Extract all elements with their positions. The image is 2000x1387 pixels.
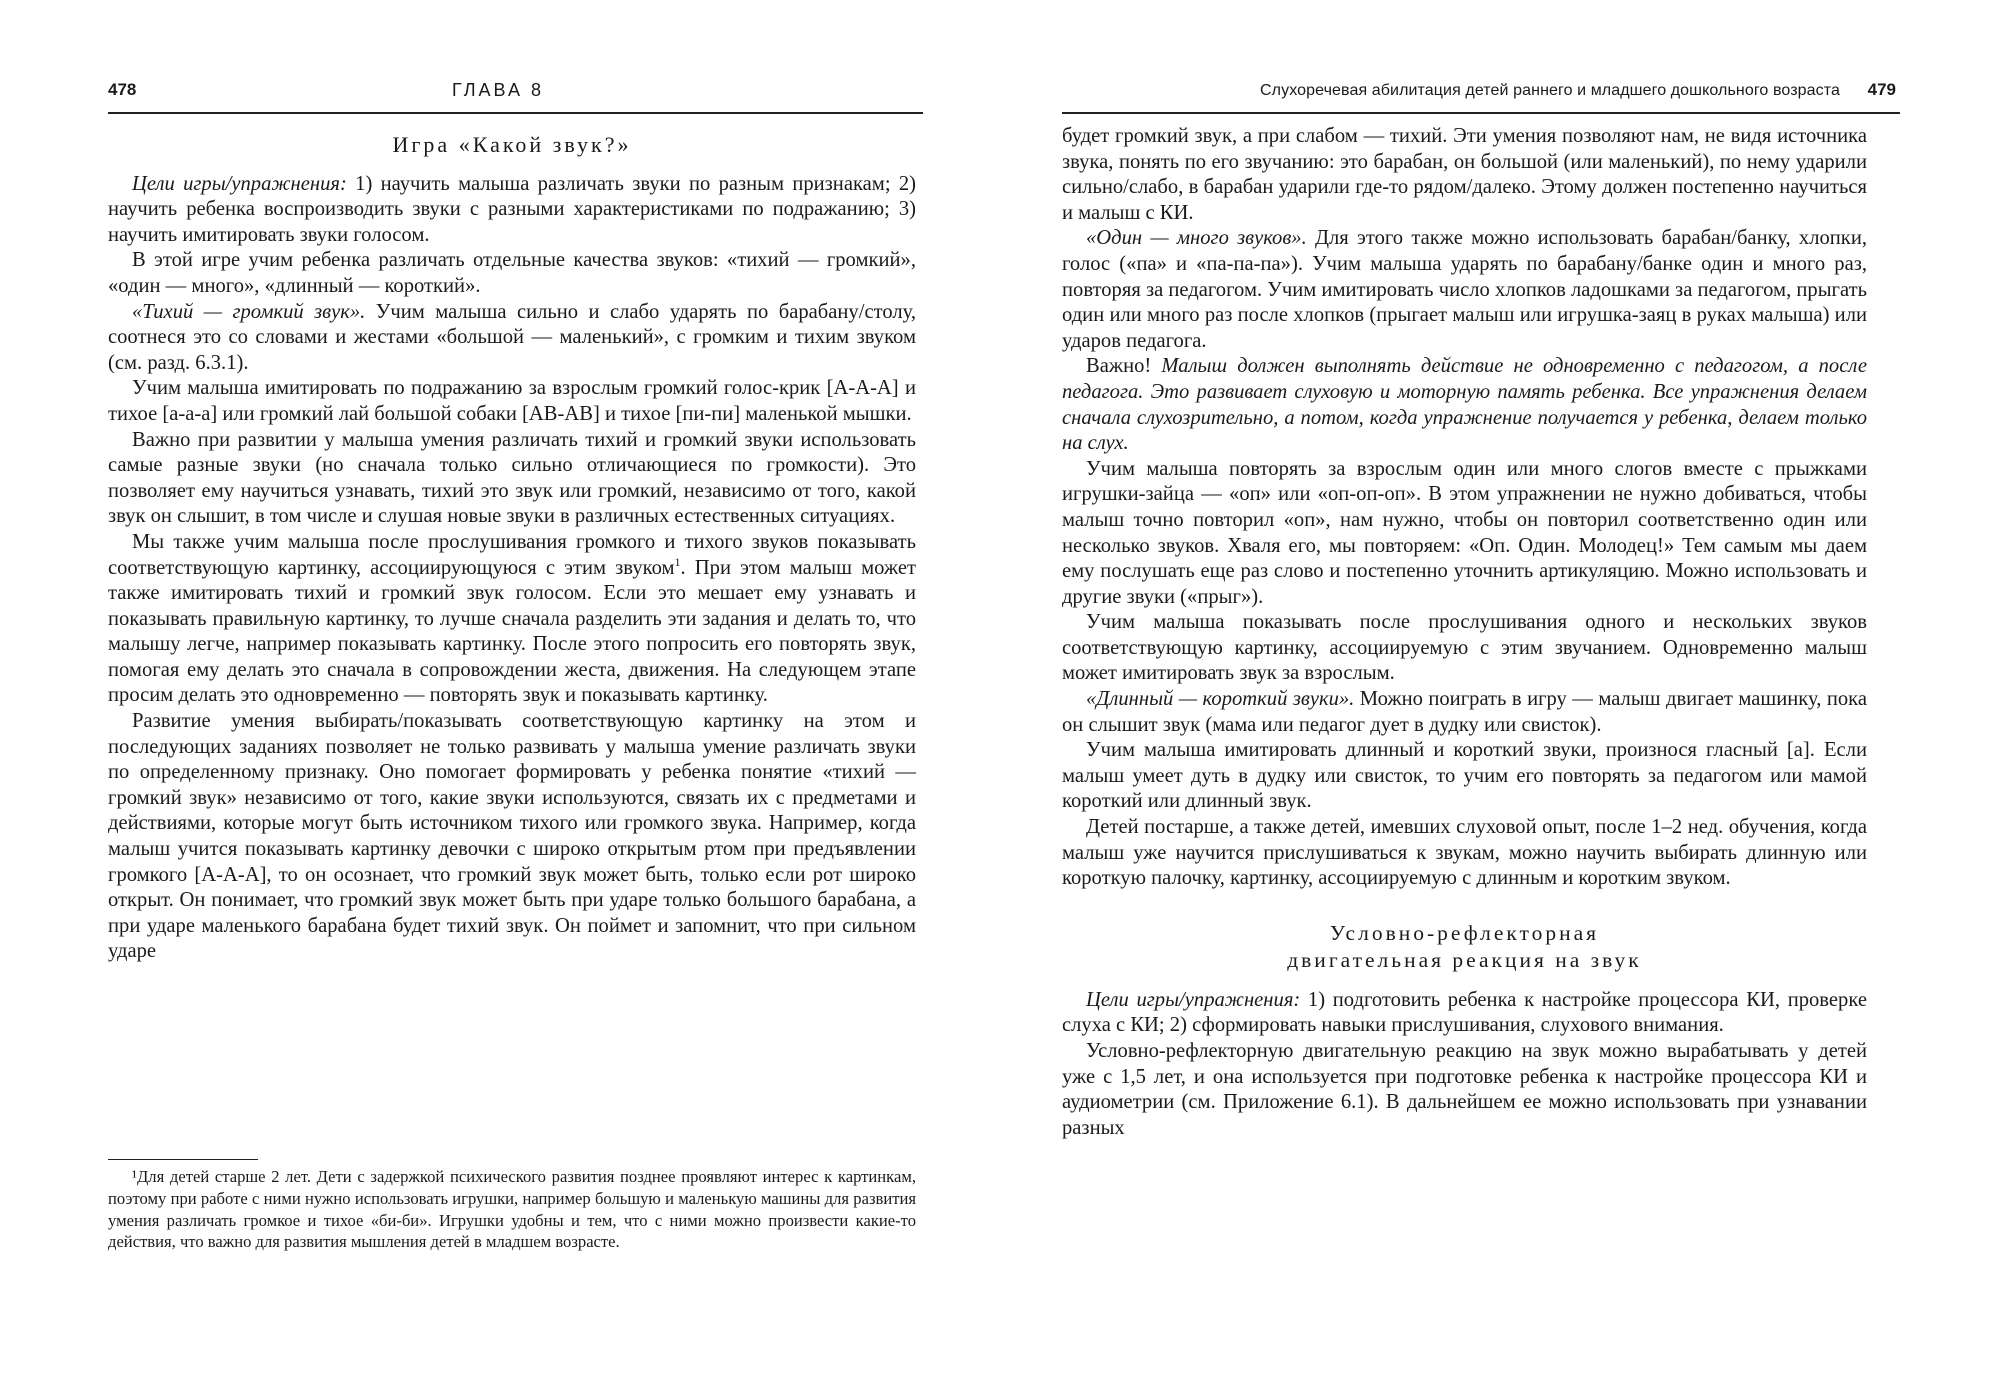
section-title-reflex-2: двигательная реакция на звук: [1287, 947, 1642, 972]
paragraph-reflex-body: Условно-рефлекторную двигательную реакцию на звук можно вырабатывать у детей уже с 1,5 лет, и она используется при подготовке ребенка к настройке процессора КИ и аудиометрии (см. Приложение 6.1). В дальнейшем ее можно использовать при узнавании разных: [1062, 1040, 1867, 1139]
paragraph-reflex-goals: Цели игры/упражнения: 1) подготовить ребенка к настройке процессора КИ, проверке слуха с КИ; 2) сформировать навыки прислушивания, слухового внимания.: [1062, 988, 1867, 1037]
paragraph-pictures: Мы также учим малыша после прослушивания громкого и тихого звуков показывать соответствующую картинку, ассоциирующуюся с этим звуком$^1$. При этом малыш может также имитировать тихий и громкий звук голосом. Если это мешает ему узнавать и показывать правильную картинку, то лучше сначала разделить эти задания и делать то, что малышу легче, например показывать картинку. После этого попросить его повторять звук, помогая ему делать это сначала в сопровождении жеста, движения. На следующем этапе просим делать это одновременно — повторять звук и показывать картинку.: [108, 530, 916, 707]
right-page: [1000, 0, 2000, 1387]
paragraph-older-children: Детей постарше, а также детей, имевших слуховой опыт, после 1–2 нед. обучения, когда малыш уже научится прислушиваться к звукам, можно научить выбирать длинную или короткую палочку, картинку, ассоциируемую с длинным и коротким звуком.: [1062, 816, 1867, 890]
paragraph-syllables: Учим малыша повторять за взрослым один или много слогов вместе с прыжками игрушки-зайца — «оп» или «оп-оп-оп». В этом упражнении не нужно добиваться, чтобы малыш точно повторил «оп», нам нужно, чтобы он повторил соответственно один или несколько звуков. Хваля его, мы повторяем: «Оп. Один. Молодец!» Тем самым мы даем ему послушать еще раз слово и постепенно уточнить артикуляцию. Можно использовать и другие звуки («прыг»).: [1062, 457, 1867, 608]
goals-label: Цели игры/упражнения:: [132, 172, 347, 195]
chapter-title: ГЛАВА 8: [452, 80, 544, 100]
long-short-label: «Длинный — короткий звуки».: [1086, 688, 1355, 711]
paragraph-imitate: Учим малыша имитировать по подражанию за взрослым громкий голос-крик [А-А-А] и тихое [а-а-а] или громкий лай большой собаки [АВ-АВ] и тихое [пи-пи] маленькой мышки.: [108, 377, 916, 425]
footnote-divider: [108, 1159, 258, 1160]
page-number-right: 479: [1867, 80, 1896, 99]
section-gap: [1062, 892, 1867, 920]
running-title: Слухоречевая абилитация детей раннего и младшего дошкольного возраста: [1260, 82, 1840, 99]
footnote: [108, 1166, 916, 1253]
paragraph-development: Развитие умения выбирать/показывать соответствующую картинку на этом и последующих заданиях позволяет не только развивать у малыша умение различать звуки по определенному признаку. Оно помогает формировать у ребенка понятие «тихий — громкий звук» независимо от того, какие звуки используются, связать их с предметами и действиями, которые могут быть источником тихого или громкого звука. Например, когда малыш учится показывать картинку девочки с широко открытым ртом при предъявлении громкого [А-А-А], то он осознает, что громкий звук может быть, только если рот широко открыт. Он понимает, что громкий звук может быть при ударе только большого барабана, а при ударе маленького барабана будет тихий звук. Он поймет и запомнит, что при сильном ударе: [108, 710, 916, 963]
one-many-label: «Один — много звуков».: [1086, 227, 1307, 250]
right-header: [1062, 76, 1900, 114]
left-body: [108, 126, 916, 965]
paragraph-imitate-long-short: Учим малыша имитировать длинный и короткий звуки, произнося гласный [а]. Если малыш умеет дуть в дудку или свисток, то учим его повторять за педагогом или мамой короткий или длинный звук.: [1062, 739, 1867, 813]
footnote-text: ¹Для детей старше 2 лет. Дети с задержкой психического развития позднее проявляют интерес к картинкам, поэтому при работе с ними нужно использовать игрушки, например большую и маленькую машины для развития умения различать громкое и тихое «би-би». Игрушки удобны и тем, что с ними можно произвести какие-то действия, что важно для развития мышления детей в младшем возрасте.: [108, 1167, 916, 1252]
paragraph-intro: В этой игре учим ребенка различать отдельные качества звуков: «тихий — громкий», «один — много», «длинный — короткий».: [108, 249, 916, 297]
paragraph-quiet-loud: «Тихий — громкий звук». Учим малыша сильно и слабо ударять по барабану/столу, соотнеся это со словами и жестами «большой — маленький», с громким и тихим звуком (см. разд. 6.3.1).: [108, 300, 917, 374]
paragraph-one-many: «Один — много звуков». Для этого также можно использовать барабан/банку, хлопки, голос («па» и «па-па-па»). Учим малыша ударять по барабану/банке один и много раз, повторяя за педагогом. Учим имитировать число хлопков ладошками за педагогом, прыгать один или много раз после хлопков (прыгает малыш или игрушка-заяц в руках малыша) или ударов педагога.: [1062, 227, 1867, 352]
paragraph-important: Важно при развитии у малыша умения различать тихий и громкий звуки использовать самые разные звуки (но сначала только сильно отличающиеся по громкости). Это позволяет ему научиться узнавать, тихий это звук или громкий, независимо от того, какой звук он слышит, в том числе и слушая новые звуки в различных естественных ситуациях.: [108, 428, 916, 528]
page-number-left: 478: [108, 80, 137, 99]
right-body: [1062, 124, 1867, 1141]
footnote-ref: 1: [674, 554, 681, 569]
paragraph-goals: Цели игры/упражнения: 1) научить малыша различать звуки по разным признакам; 2) научить ребенка воспроизводить звуки с разными характеристиками по подражанию; 3) научить имитировать звуки голосом.: [108, 172, 916, 246]
left-header: [108, 76, 923, 114]
paragraph-continuation: будет громкий звук, а при слабом — тихий. Эти умения позволяют нам, не видя источника звука, понять по его звучанию: это барабан, он большой (или маленький), по нему ударили сильно/слабо, в барабан ударили где-то рядом/далеко. Этому должен постепенно научиться и малыш с КИ.: [1062, 125, 1867, 224]
section-title-reflex-1: Условно-рефлекторная: [1329, 920, 1600, 945]
section-title-game: Игра «Какой звук?»: [392, 132, 632, 157]
reflex-goals-label: Цели игры/упражнения:: [1086, 988, 1301, 1011]
paragraph-long-short: «Длинный — короткий звуки». Можно поиграть в игру — малыш двигает машинку, пока он слышит звук (мама или педагог дует в дудку или свисток).: [1062, 688, 1868, 736]
paragraph-show-picture: Учим малыша показывать после прослушивания одного и нескольких звуков соответствующую картинку, ассоциируемую с этим звучанием. Одновременно малыш может имитировать звук за взрослым.: [1062, 611, 1867, 685]
quiet-loud-label: «Тихий — громкий звук».: [132, 300, 366, 323]
paragraph-important-note: Важно! Малыш должен выполнять действие не одновременно с педагогом, а после педагога. Это развивает слуховую и моторную память ребенка. Все упражнения делаем сначала слухозрительно, а потом, когда упражнение получается у ребенка, делаем только на слух.: [1062, 355, 1867, 455]
